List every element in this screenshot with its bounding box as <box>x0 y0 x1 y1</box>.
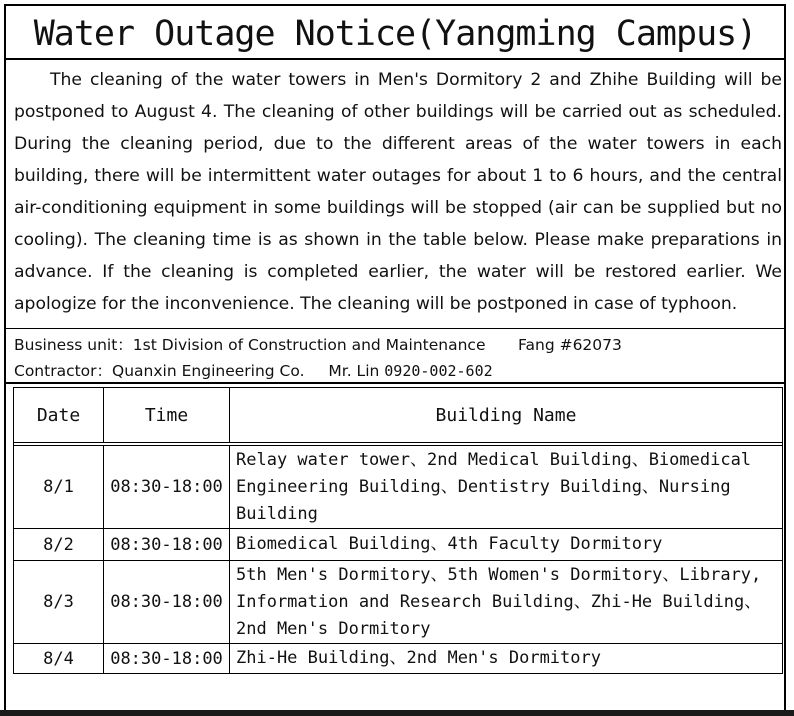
row-date: 8/4 <box>14 644 104 674</box>
business-unit: Business unit：1st Division of Construction and Maintenance <box>14 336 486 354</box>
row-time: 08:30-18:00 <box>104 446 230 529</box>
row-date: 8/1 <box>14 446 104 529</box>
notice-frame <box>4 4 786 710</box>
contact-name: Mr. Lin <box>328 362 380 380</box>
table-row <box>14 529 783 561</box>
table-row <box>14 446 783 529</box>
header-time: Time <box>104 388 230 443</box>
header-date: Date <box>14 388 104 443</box>
header-building: Building Name <box>230 388 783 443</box>
row-buildings: Zhi-He Building、2nd Men's Dormitory <box>230 644 783 674</box>
notice-title: Water Outage Notice(Yangming Campus) <box>6 6 784 60</box>
contact-info-box <box>6 328 784 384</box>
row-buildings: Relay water tower、2nd Medical Building、Biomedical Engineering Building、Dentistry Building、Nursing Building <box>230 446 783 529</box>
cleaning-schedule-table <box>13 387 783 674</box>
contact-phone: 0920-002-602 <box>384 362 493 380</box>
row-buildings: 5th Men's Dormitory、5th Women's Dormitory、Library, Information and Research Building、Zhi-He Building、2nd Men's Dormitory <box>230 561 783 644</box>
notice-body: The cleaning of the water towers in Men's Dormitory 2 and Zhihe Building will be postponed to August 4. The cleaning of other buildings will be carried out as scheduled. During the cleaning period, due to the different areas of the water towers in each building, there will be intermittent water outages for about 1 to 6 hours, and the central air-conditioning equipment in some buildings will be stopped (air can be supplied but no cooling). The cleaning time is as shown in the table below. Please make preparations in advance. If the cleaning is completed earlier, the water will be restored earlier. We apologize for the inconvenience. The cleaning will be postponed in case of typhoon. <box>14 70 782 314</box>
table-row <box>14 561 783 644</box>
row-buildings: Biomedical Building、4th Faculty Dormitory <box>230 529 783 561</box>
contractor-line <box>14 358 493 384</box>
row-time: 08:30-18:00 <box>104 644 230 674</box>
table-header-row <box>14 388 783 443</box>
row-time: 08:30-18:00 <box>104 561 230 644</box>
row-time: 08:30-18:00 <box>104 529 230 561</box>
extension-number: Fang #62073 <box>518 336 622 354</box>
table-row <box>14 644 783 674</box>
row-date: 8/2 <box>14 529 104 561</box>
bottom-edge <box>0 710 794 716</box>
contractor: Contractor：Quanxin Engineering Co. <box>14 362 305 380</box>
row-date: 8/3 <box>14 561 104 644</box>
